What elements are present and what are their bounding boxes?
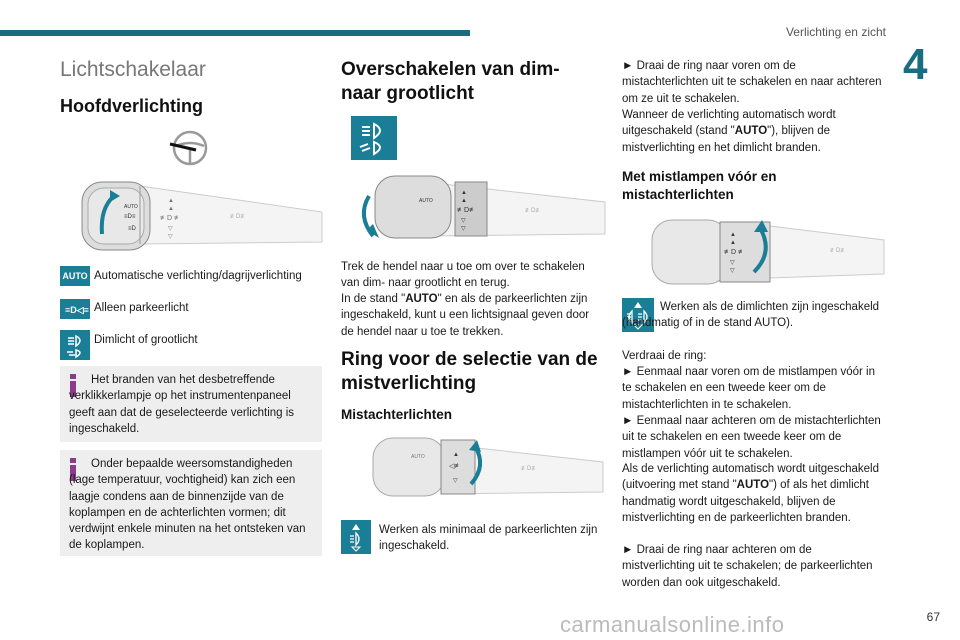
info-box-condensation-text: Onder bepaalde weersomstandigheden (lage temperatuur, vochtigheid) kan zich een laagje condens aan de binnenzijde van de koplampen en de achterlichten vormen; dit verdwijnt enkele minuten na het ontsteken van de koplampen. <box>69 458 306 552</box>
svg-text:▲: ▲ <box>730 240 736 246</box>
rear-fog-lever-illustration <box>371 434 603 500</box>
fog-para-7: ► Draai de ring naar achteren om de mistverlichting uit te schakelen; de parkeerlichten worden dan ook uitgeschakeld. <box>622 544 873 589</box>
watermark: carmanualsonline.info <box>560 612 785 637</box>
header-accent-bar <box>0 30 470 36</box>
heading-high-beam: Overschakelen van dim- naar grootlicht <box>341 59 560 104</box>
item-auto-text: Automatische verlichting/dagrijverlichting <box>94 270 302 282</box>
svg-text:▲: ▲ <box>168 198 174 204</box>
svg-text:AUTO: AUTO <box>411 454 425 460</box>
parking-lights-icon <box>60 299 90 319</box>
high-beam-icon <box>351 116 397 160</box>
svg-text:≡D◁≡: ≡D◁≡ <box>65 305 89 315</box>
svg-text:AUTO: AUTO <box>419 198 433 204</box>
light-switch-lever-illustration <box>80 178 322 254</box>
fog-para-3: Verdraai de ring: <box>622 350 707 362</box>
section-heading-main-lights: Hoofdverlichting <box>60 96 203 116</box>
heading-fog-ring: Ring voor de selectie van de mistverlichting <box>341 349 598 394</box>
info-box-indicator-text: Het branden van het desbetreffende verklikkerlampje op het instrumentenpaneel geeft aan dat de geselecteerde verlichting is ingeschakeld. <box>69 374 295 435</box>
svg-text:▽: ▽ <box>461 218 466 224</box>
svg-text:◁≢: ◁≢ <box>449 463 462 470</box>
subheading-front-rear-fog: Met mistlampen vóór en mistachterlichten <box>622 169 777 202</box>
front-rear-fog-lever-illustration <box>650 216 884 290</box>
fog-para-2: Wanneer de verlichting automatisch wordt uitgeschakeld (stand "AUTO"), blijven de mistverlichting en het dimlicht branden. <box>622 109 836 154</box>
svg-text:▽: ▽ <box>461 226 466 232</box>
svg-text:▲: ▲ <box>453 452 459 458</box>
svg-text:▲: ▲ <box>168 206 174 212</box>
high-beam-lever-illustration <box>355 172 605 246</box>
svg-text:≢D ≢: ≢D ≢ <box>724 249 745 256</box>
lever-auto-label: AUTO <box>124 204 138 210</box>
fog-para-5: ► Eenmaal naar achteren om de mistachterlichten uit te schakelen en een tweede keer om de mistlampen vóór uit te schakelen. <box>622 415 881 460</box>
chapter-number: 4 <box>903 40 928 89</box>
rear-fog-icon <box>341 520 371 554</box>
front-rear-fog-note: Werken als de dimlichten zijn ingeschakeld (handmatig of in de stand AUTO). <box>622 301 880 330</box>
auto-badge: AUTO <box>60 266 90 286</box>
page-title: Lichtschakelaar <box>60 58 206 81</box>
svg-text:▲: ▲ <box>730 232 736 238</box>
running-head: Verlichting en zicht <box>785 25 886 39</box>
high-beam-para-1: Trek de hendel naar u toe om over te schakelen van dim- naar grootlicht en terug. <box>341 261 585 290</box>
fog-para-4: ► Eenmaal naar voren om de mistlampen vóór in te schakelen en een tweede keer om de mistachterlichten in te schakelen. <box>622 366 875 411</box>
fog-para-6: Als de verlichting automatisch wordt uitgeschakeld (uitvoering met stand "AUTO") of als het dimlicht handmatig wordt uitgeschakeld, blijven de mistverlichting en de parkeerlichten branden. <box>622 463 879 524</box>
svg-text:≢D≢: ≢D≢ <box>521 466 538 472</box>
item-headlights-text: Dimlicht of grootlicht <box>94 334 198 346</box>
svg-text:▲: ▲ <box>461 190 467 196</box>
svg-text:▲: ▲ <box>461 198 467 204</box>
svg-text:≢D≢: ≢D≢ <box>230 214 247 220</box>
svg-text:≢D≢: ≢D≢ <box>457 207 477 214</box>
svg-text:≢D≢: ≢D≢ <box>525 208 542 214</box>
svg-text:≡D≡: ≡D≡ <box>124 214 136 220</box>
subheading-rear-fog: Mistachterlichten <box>341 407 453 422</box>
page-number: 67 <box>926 610 940 624</box>
svg-text:≢D ≢: ≢D ≢ <box>160 215 181 222</box>
info-box-indicator <box>60 366 322 442</box>
steering-wheel-icon <box>170 130 210 166</box>
fog-para-1: ► Draai de ring naar voren om de mistachterlichten uit te schakelen en naar achteren om ze uit te schakelen. <box>622 60 882 105</box>
item-parking-text: Alleen parkeerlicht <box>94 302 189 314</box>
rear-fog-note: Werken als minimaal de parkeerlichten zijn ingeschakeld. <box>379 524 598 553</box>
high-beam-para-2: In de stand "AUTO" en als de parkeerlichten zijn ingeschakeld, kunt u een lichtsignaal geven door de hendel naar u toe te trekken. <box>341 293 590 338</box>
info-box-condensation <box>60 450 322 556</box>
svg-text:≢D≢: ≢D≢ <box>830 248 847 254</box>
svg-text:≡D: ≡D <box>128 226 136 232</box>
svg-text:▽: ▽ <box>168 226 173 232</box>
svg-text:▽: ▽ <box>730 268 735 274</box>
svg-text:▽: ▽ <box>168 234 173 240</box>
svg-text:▽: ▽ <box>453 478 458 484</box>
headlights-icon <box>60 330 90 360</box>
svg-text:▽: ▽ <box>730 260 735 266</box>
